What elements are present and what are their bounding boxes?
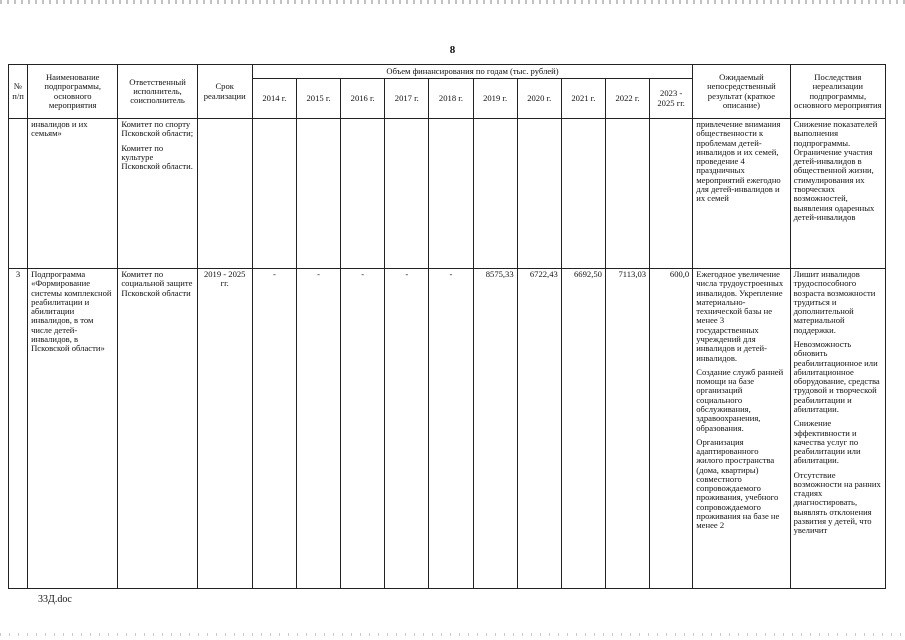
row-consequences-paragraph: Лишит инвалидов трудоспособного возраста возможности трудиться и дополнительной материальной поддержки. bbox=[793, 269, 876, 335]
header-result: Ожидаемый непосредственный результат (краткое описание) bbox=[693, 65, 790, 119]
row-result-paragraph: Ежегодное увеличение числа трудоустроенных инвалидов. Укрепление материально-технической базы не менее 3 государственных учреждений для инвалидов и детей-инвалидов. bbox=[696, 269, 784, 363]
funding-value: - bbox=[341, 269, 385, 589]
row-consequences bbox=[790, 119, 885, 269]
row-consequences-paragraph: Отсутствие возможности на ранних стадиях диагностировать, выявлять отклонения развития у детей, что увеличит bbox=[793, 469, 881, 536]
funding-value bbox=[429, 119, 473, 269]
funding-value: 8575,33 bbox=[473, 269, 517, 589]
header-year: 2014 г. bbox=[252, 79, 296, 119]
funding-value: - bbox=[385, 269, 429, 589]
funding-table bbox=[8, 64, 886, 589]
funding-value: 7113,03 bbox=[605, 269, 649, 589]
scan-edge-top bbox=[0, 0, 905, 4]
row-executor-paragraph: Комитет по социальной защите Псковской области bbox=[121, 269, 193, 298]
funding-value bbox=[473, 119, 517, 269]
funding-value bbox=[252, 119, 296, 269]
funding-value bbox=[650, 119, 693, 269]
funding-value bbox=[385, 119, 429, 269]
funding-value: - bbox=[252, 269, 296, 589]
row-executor-paragraph: Комитет по культуре Псковской области. bbox=[121, 142, 193, 172]
row-period bbox=[197, 119, 252, 269]
row-result bbox=[693, 269, 790, 589]
funding-value bbox=[517, 119, 561, 269]
funding-value: 600,0 bbox=[650, 269, 693, 589]
row-result bbox=[693, 119, 790, 269]
row-num: 3 bbox=[9, 269, 28, 589]
header-year: 2018 г. bbox=[429, 79, 473, 119]
header-year: 2022 г. bbox=[605, 79, 649, 119]
footer-filename: 33Д.doc bbox=[38, 594, 72, 605]
header-year: 2019 г. bbox=[473, 79, 517, 119]
row-result-paragraph: Организация адаптированного жилого пространства (дома, квартиры) совместного сопровождаемого проживания, учебного сопровождаемого проживания на базе не менее 2 bbox=[696, 436, 780, 531]
row-num bbox=[9, 119, 28, 269]
table-row bbox=[9, 269, 886, 589]
funding-value: - bbox=[296, 269, 340, 589]
row-result-paragraph: Создание служб ранней помощи на базе организаций социального обслуживания, здравоохранения, образования. bbox=[696, 366, 784, 433]
funding-value bbox=[605, 119, 649, 269]
header-year: 2020 г. bbox=[517, 79, 561, 119]
row-name: Подпрограмма «Формирование системы комплексной реабилитации и абилитации инвалидов, в том числе детей-инвалидов, в Псковской области» bbox=[28, 269, 118, 589]
row-result-paragraph: привлечение внимания общественности к проблемам детей-инвалидов и их семей, проведение 4 праздничных мероприятий ежегодно для детей-инвалидов и их семей bbox=[696, 119, 781, 204]
row-consequences bbox=[790, 269, 885, 589]
row-period: 2019 - 2025 гг. bbox=[197, 269, 252, 589]
scan-edge-bottom bbox=[0, 633, 905, 636]
funding-value: 6692,50 bbox=[561, 269, 605, 589]
header-year: 2023 - 2025 гг. bbox=[650, 79, 693, 119]
page-number: 8 bbox=[449, 44, 456, 56]
header-num: № п/п bbox=[9, 65, 28, 119]
header-year: 2016 г. bbox=[341, 79, 385, 119]
funding-value bbox=[296, 119, 340, 269]
header-year: 2021 г. bbox=[561, 79, 605, 119]
funding-value: - bbox=[429, 269, 473, 589]
header-consequences: Последствия нереализации подпрограммы, основного мероприятия bbox=[790, 65, 885, 119]
header-year: 2015 г. bbox=[296, 79, 340, 119]
row-consequences-paragraph: Снижение показателей выполнения подпрограммы. Ограничение участия детей-инвалидов в общественной жизни, стимулирования их творческих возможностей, выявления одаренных детей-инвалидов bbox=[793, 119, 878, 222]
funding-value bbox=[341, 119, 385, 269]
funding-value bbox=[561, 119, 605, 269]
row-consequences-paragraph: Снижение эффективности и качества услуг по реабилитации или абилитации. bbox=[793, 418, 861, 466]
header-executor: Ответственный исполнитель, соисполнитель bbox=[118, 65, 197, 119]
row-executor bbox=[118, 119, 197, 269]
table-row bbox=[9, 119, 886, 269]
header-name: Наименование подпрограммы, основного мероприятия bbox=[28, 65, 118, 119]
header-period: Срок реализации bbox=[197, 65, 252, 119]
row-consequences-paragraph: Невозможность обновить реабилитационное или абилитационное оборудование, средства трудовой и творческой реабилитации и абилитации. bbox=[793, 338, 880, 414]
row-executor-paragraph: Комитет по спорту Псковской области; bbox=[121, 119, 194, 139]
header-row-top bbox=[9, 65, 886, 79]
funding-value: 6722,43 bbox=[517, 269, 561, 589]
row-executor bbox=[118, 269, 197, 589]
row-name: инвалидов и их семьям» bbox=[28, 119, 118, 269]
header-funding: Объем финансирования по годам (тыс. рублей) bbox=[252, 65, 692, 79]
header-year: 2017 г. bbox=[385, 79, 429, 119]
